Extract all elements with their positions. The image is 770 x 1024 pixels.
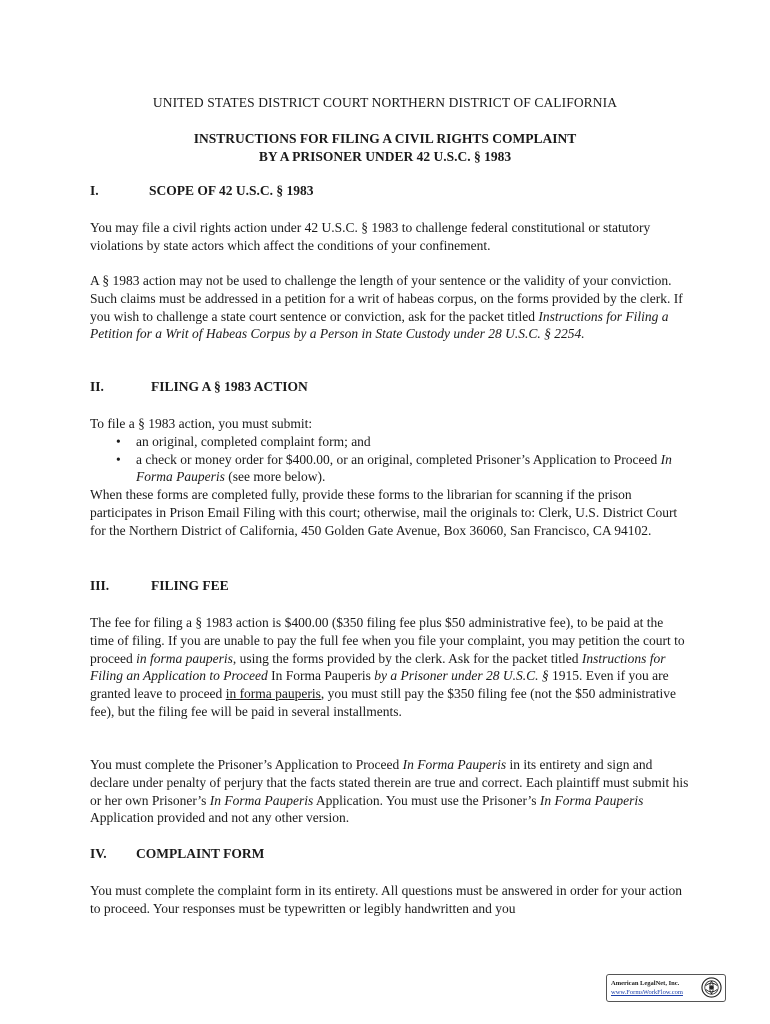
section-2-intro: To file a § 1983 action, you must submit: bbox=[90, 416, 313, 431]
section-4-paragraph-1: You must complete the complaint form in its entirety. All questions must be answered in order for your action to proceed. Your responses must be typewritten or legibly handwritten and you bbox=[90, 883, 683, 916]
ifp-packet-title: Instructions for Filing an Application to Proceed bbox=[90, 650, 666, 684]
section-1-paragraph-1: You may file a civil rights action under 42 U.S.C. § 1983 to challenge federal constitutional or statutory violations by state actors which affect the conditions of your confinement. bbox=[90, 220, 651, 253]
bullet-icon: • bbox=[116, 433, 121, 449]
section-2-number: II. bbox=[90, 379, 104, 394]
footer-logo bbox=[606, 974, 726, 1002]
requirements-list bbox=[90, 433, 690, 486]
section-2-content bbox=[90, 415, 690, 540]
section-3-paragraph-1: The fee for filing a § 1983 action is $400.00 ($350 filing fee plus $50 administrative fee), to be paid at the time of filing. If you are unable to pay the full fee when you file your complaint, you may petition the court to proceed in forma pauperis, using the forms provided by the clerk. Ask for the packet titled Instructions for Filing an Application to Proceed In Forma Pauperis by a Prisoner under 28 U.S.C. § 1915. Even if you are granted leave to proceed in forma pauperis, you must still pay the $350 filing fee (not the $50 administrative fee), but the filing fee will be paid in several installments. bbox=[90, 615, 685, 719]
section-1-title: SCOPE OF 42 U.S.C. § 1983 bbox=[149, 183, 314, 198]
footer-website-link[interactable]: www.FormsWorkFlow.com bbox=[611, 989, 683, 996]
section-3-title: FILING FEE bbox=[151, 578, 229, 593]
section-4-heading bbox=[90, 846, 265, 862]
title-line-1: INSTRUCTIONS FOR FILING A CIVIL RIGHTS COMPLAINT bbox=[193, 131, 577, 146]
section-2-heading bbox=[90, 379, 308, 395]
section-4-number: IV. bbox=[90, 846, 107, 861]
section-3-number: III. bbox=[90, 578, 110, 593]
list-item: • an original, completed complaint form; and bbox=[116, 433, 371, 449]
section-2-paragraph-2: When these forms are completed fully, provide these forms to the librarian for scanning if the prison participates in Prison Email Filing with this court; otherwise, mail the originals to: Clerk, U.S. District Court for the Northern District of California, 450 Golden Gate Avenue, Box 36060, San Francisco, CA 94102. bbox=[90, 487, 678, 538]
section-2-title: FILING A § 1983 ACTION bbox=[151, 379, 308, 394]
title-line-2: BY A PRISONER UNDER 42 U.S.C. § 1983 bbox=[258, 149, 512, 164]
section-1-number: I. bbox=[90, 183, 99, 198]
footer-company: American LegalNet, Inc. bbox=[611, 980, 680, 987]
document-title bbox=[0, 130, 770, 166]
section-3-paragraph-2: You must complete the Prisoner’s Application to Proceed In Forma Pauperis in its entirety and sign and declare under penalty of perjury that the facts stated therein are true and correct. Each plaintiff must submit his or her own Prisoner’s In Forma Pauperis Application. You must use the Prisoner’s In Forma Pauperis Application provided and not any other version. bbox=[90, 757, 689, 826]
habeas-packet-title: Instructions for Filing a Petition for a Writ of Habeas Corpus by a Person in State Custody under 28 U.S.C. § 2254. bbox=[90, 308, 669, 342]
list-item: • a check or money order for $400.00, or an original, completed Prisoner’s Application to Proceed In Forma Pauperis (see more below). bbox=[116, 451, 672, 485]
section-4-title: COMPLAINT FORM bbox=[136, 846, 265, 861]
globe-seal-icon bbox=[701, 977, 722, 998]
section-1-heading bbox=[90, 183, 314, 199]
section-1-paragraph-2: A § 1983 action may not be used to challenge the length of your sentence or the validity of your conviction. Such claims must be addressed in a petition for a writ of habeas corpus, on the forms provided by the clerk. If you wish to challenge a state court sentence or conviction, ask for the packet titled Instructions for Filing a Petition for a Writ of Habeas Corpus by a Person in State Custody under 28 U.S.C. § 2254. bbox=[90, 273, 683, 342]
bullet-icon: • bbox=[116, 451, 121, 467]
court-name: UNITED STATES DISTRICT COURT NORTHERN DISTRICT OF CALIFORNIA bbox=[152, 95, 618, 110]
section-3-heading bbox=[90, 578, 229, 594]
